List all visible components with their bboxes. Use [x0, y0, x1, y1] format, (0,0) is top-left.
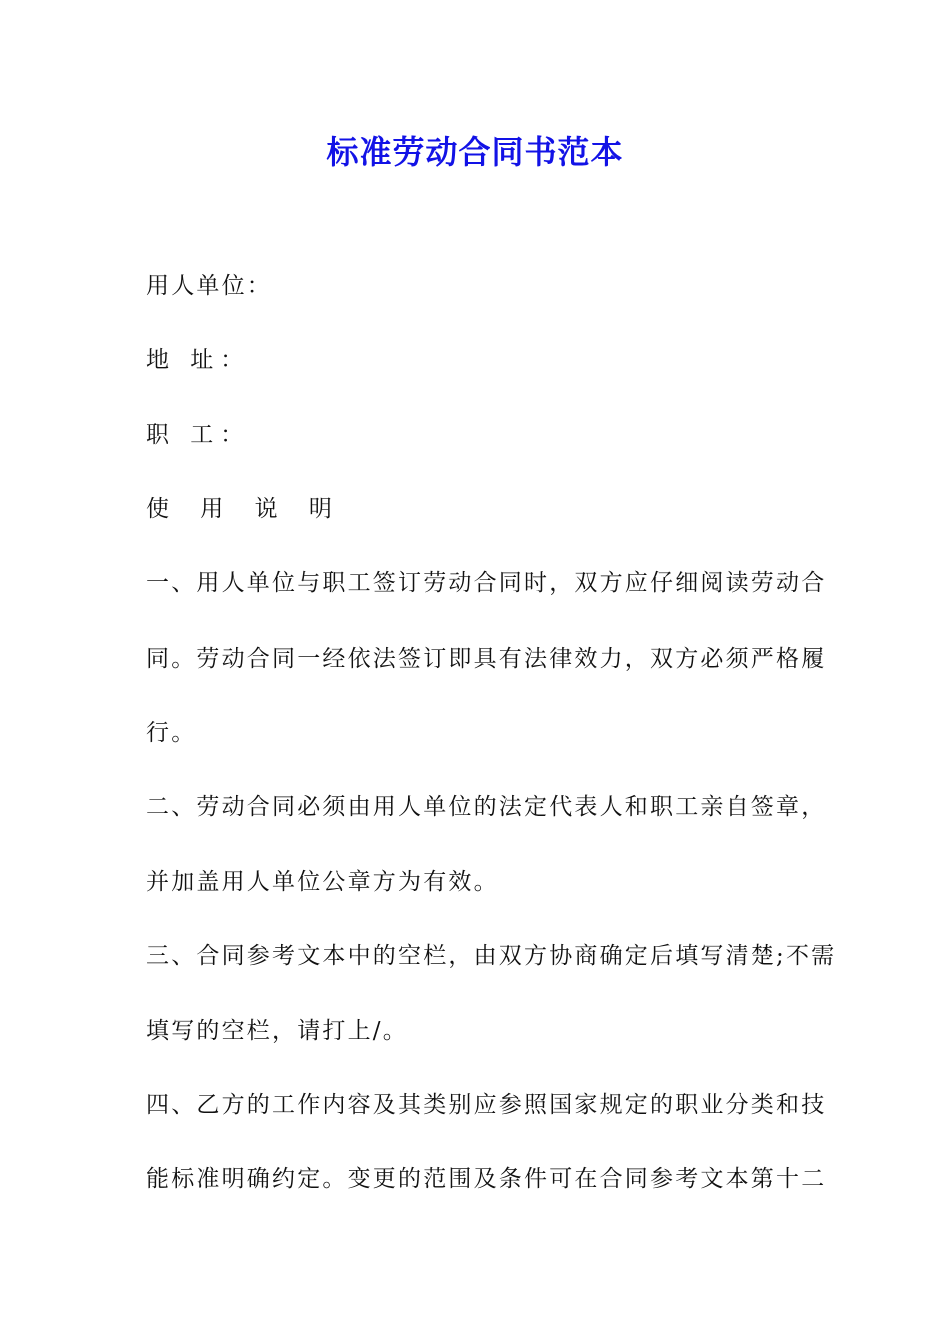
field-address: 地 址： — [146, 347, 251, 373]
paragraph-line: 行。 — [146, 720, 197, 746]
paragraph-line: 能标准明确约定。变更的范围及条件可在合同参考文本第十二 — [146, 1166, 827, 1192]
paragraph-line: 三、合同参考文本中的空栏，由双方协商确定后填写清楚;不需 — [146, 943, 837, 969]
paragraph-line: 并加盖用人单位公章方为有效。 — [146, 869, 499, 895]
instructions-heading: 使 用 说 明 — [146, 496, 344, 522]
paragraph-line: 一、用人单位与职工签订劳动合同时，双方应仔细阅读劳动合 — [146, 570, 827, 596]
paragraph-line: 二、劳动合同必须由用人单位的法定代表人和职工亲自签章， — [146, 794, 827, 820]
field-employer: 用人单位： — [146, 273, 272, 299]
page-title: 标准劳动合同书范本 — [326, 133, 624, 171]
paragraph-line: 同。劳动合同一经依法签订即具有法律效力，双方必须严格履 — [146, 646, 827, 672]
field-employee: 职 工： — [146, 422, 251, 448]
paragraph-line: 填写的空栏，请打上/。 — [146, 1018, 408, 1044]
paragraph-line: 四、乙方的工作内容及其类别应参照国家规定的职业分类和技 — [146, 1092, 827, 1118]
